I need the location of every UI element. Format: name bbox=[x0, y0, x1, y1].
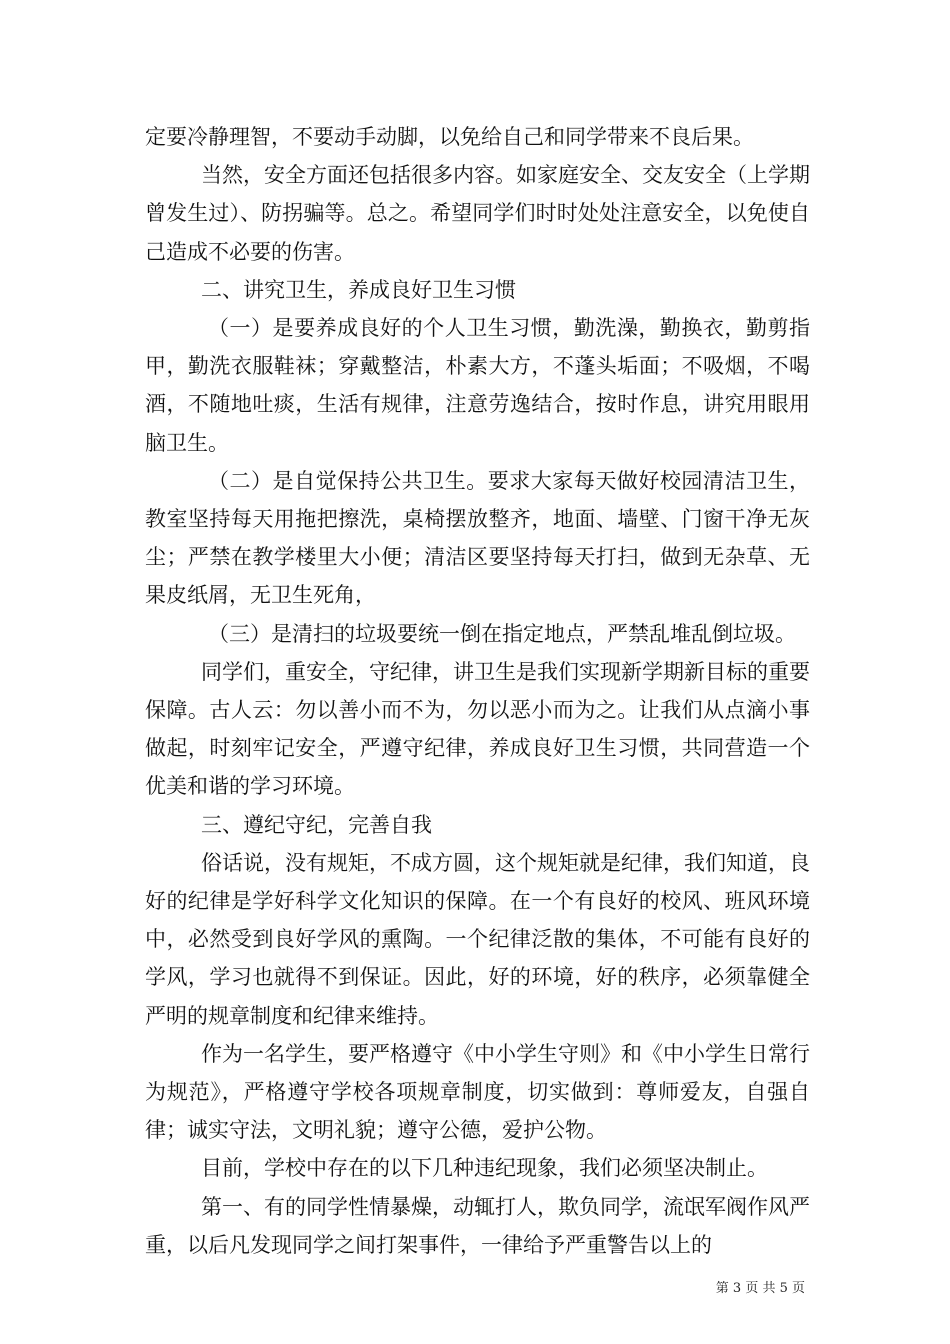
page-number: 第 3 页 共 5 页 bbox=[715, 1281, 805, 1296]
paragraph-discipline-current: 目前，学校中存在的以下几种违纪现象，我们必须坚决制止。 bbox=[201, 1156, 768, 1181]
paragraph-discipline-rules: 俗话说，没有规矩，不成方圆，这个规矩就是纪律，我们知道，良好的纪律是学好科学文化知识的保障。在一个有良好的校风、班风环境中，必然受到良好学风的熏陶。一个纪律泛散的集体，不可能有良好的学风，学习也就得不到保证。因此，好的环境，好的秩序，必须靠健全严明的规章制度和纪律来维持。 bbox=[145, 850, 810, 1028]
paragraph-hygiene-public: （二）是自觉保持公共卫生。要求大家每天做好校园清洁卫生，教室坚持每天用拖把擦洗，桌椅摆放整齐，地面、墙壁、门窗干净无灰尘；严禁在教学楼里大小便；清洁区要坚持每天打扫，做到无杂草、无果皮纸屑，无卫生死角， bbox=[145, 468, 810, 608]
paragraph-hygiene-personal: （一）是要养成良好的个人卫生习惯，勤洗澡，勤换衣，勤剪指甲，勤洗衣服鞋袜；穿戴整洁，朴素大方，不蓬头垢面；不吸烟，不喝酒，不随地吐痰，生活有规律，注意劳逸结合，按时作息，讲究用眼用脑卫生。 bbox=[145, 316, 810, 455]
paragraph-hygiene-conclusion: 同学们，重安全，守纪律，讲卫生是我们实现新学期新目标的重要保障。古人云：勿以善小而不为，勿以恶小而为之。让我们从点滴小事做起，时刻牢记安全，严遵守纪律，养成良好卫生习惯，共同营造一个优美和谐的学习环境。 bbox=[145, 659, 810, 799]
paragraph-discipline-student: 作为一名学生，要严格遵守《中小学生守则》和《中小学生日常行为规范》，严格遵守学校各项规章制度，切实做到：尊师爱友，自强自律；诚实守法，文明礼貌；遵守公德，爱护公物。 bbox=[145, 1041, 810, 1143]
paragraph-hygiene-garbage: （三）是清扫的垃圾要统一倒在指定地点，严禁乱堆乱倒垃圾。 bbox=[208, 621, 796, 646]
paragraph-safety-summary: 当然，安全方面还包括很多内容。如家庭安全、交友安全（上学期曾发生过）、防拐骗等。总之。希望同学们时时处处注意安全，以免使自己造成不必要的伤害。 bbox=[145, 163, 810, 264]
section-heading-hygiene: 二、讲究卫生，养成良好卫生习惯 bbox=[201, 277, 516, 302]
document-body bbox=[145, 118, 810, 1264]
paragraph-continuation: 定要冷静理智，不要动手动脚，以免给自己和同学带来不良后果。 bbox=[145, 125, 754, 149]
paragraph-discipline-first: 第一、有的同学性情暴燥，动辄打人，欺负同学，流氓军阀作风严重，以后凡发现同学之间打架事件，一律给予严重警告以上的 bbox=[145, 1194, 810, 1257]
section-heading-discipline: 三、遵纪守纪，完善自我 bbox=[201, 812, 432, 837]
